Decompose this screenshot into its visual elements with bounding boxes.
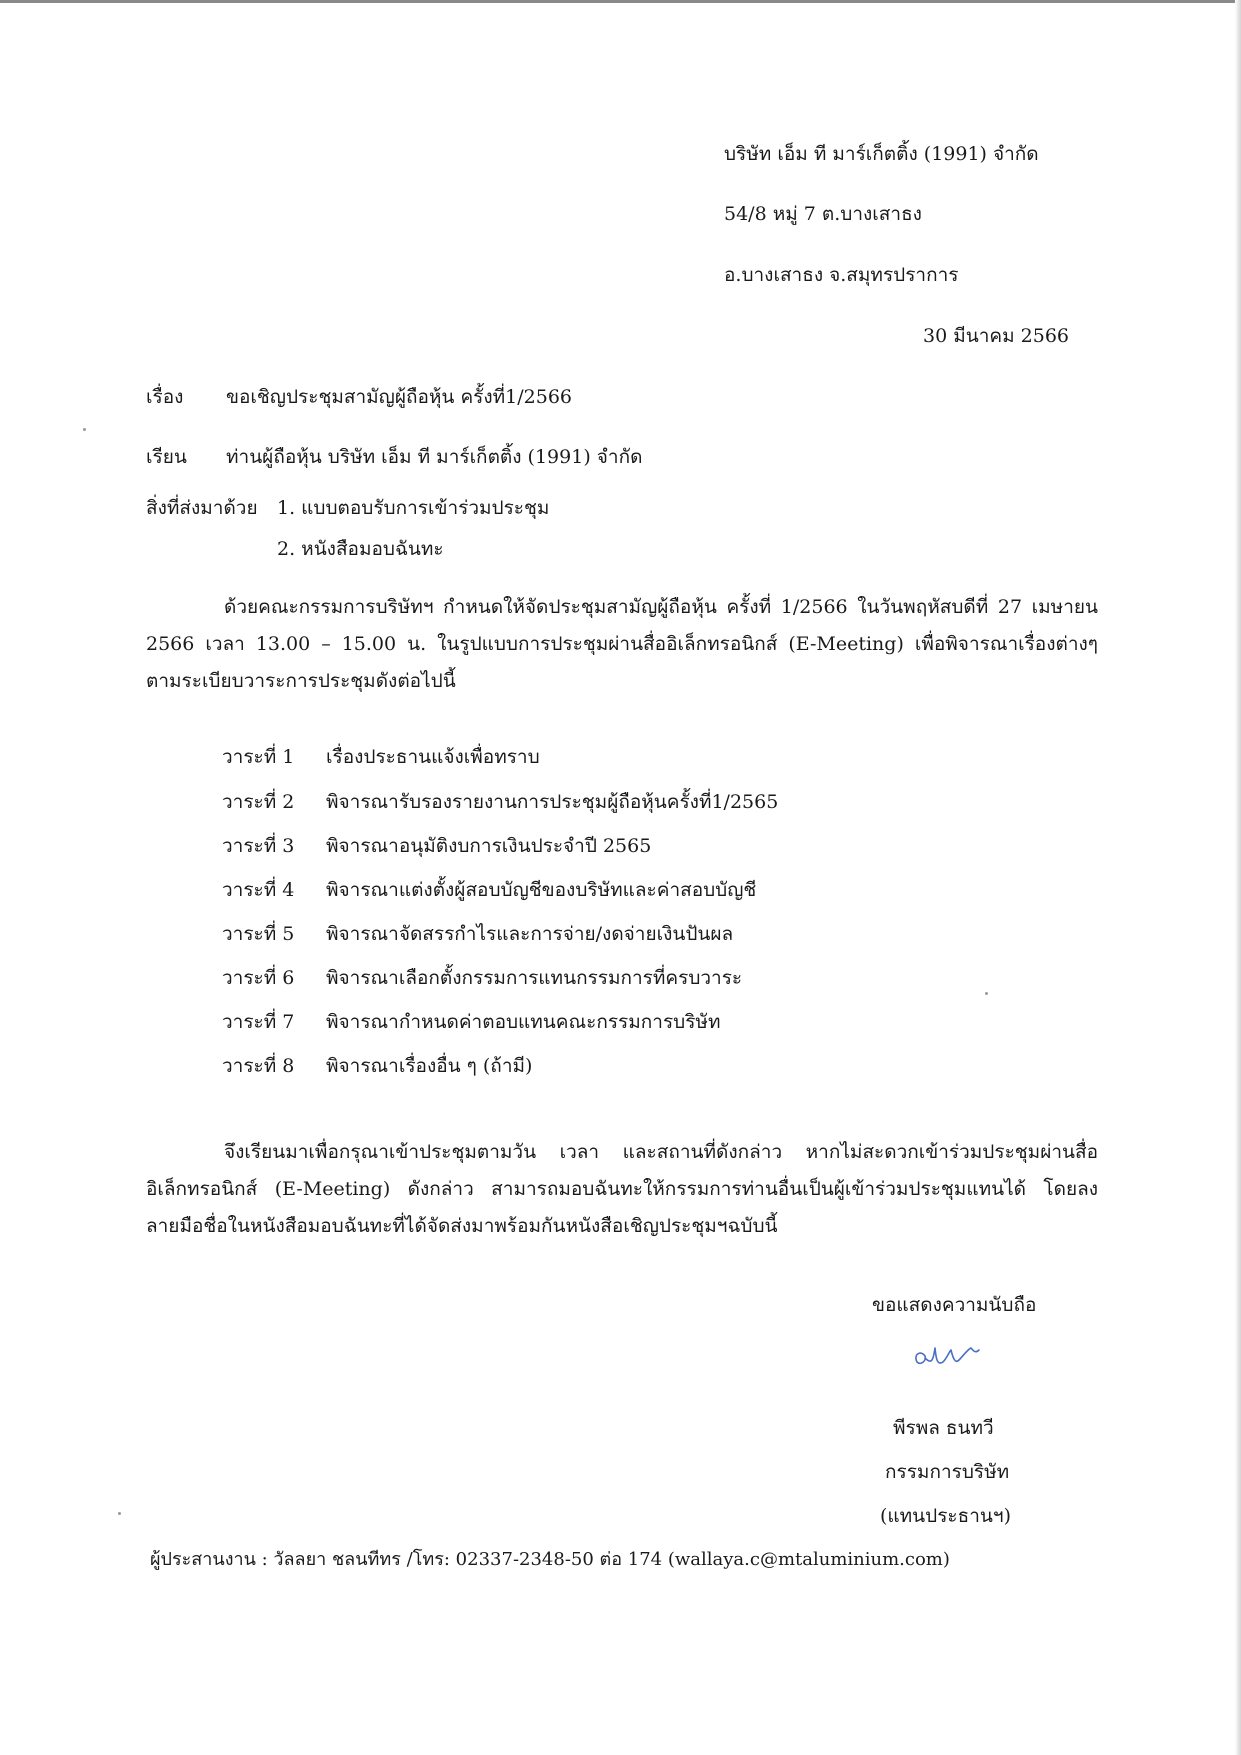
agenda-text: พิจารณาเลือกตั้งกรรมการแทนกรรมการที่ครบวาระ: [326, 967, 743, 989]
agenda-label: วาระที่ 4: [222, 879, 295, 901]
agenda-text: พิจารณาเรื่องอื่น ๆ (ถ้ามี): [326, 1055, 533, 1077]
subject-text: ขอเชิญประชุมสามัญผู้ถือหุ้น ครั้งที่1/2566: [226, 386, 573, 408]
enclosure-item: 1. แบบตอบรับการเข้าร่วมประชุม: [277, 497, 550, 519]
company-address-line1: 54/8 หมู่ 7 ต.บางเสาธง: [724, 203, 922, 225]
agenda-text: พิจารณาจัดสรรกำไรและการจ่าย/งดจ่ายเงินปันผล: [326, 923, 734, 945]
intro-paragraph: [146, 589, 1098, 700]
agenda-label: วาระที่ 6: [222, 967, 295, 989]
recipient-label: เรียน: [146, 446, 187, 468]
scan-speck: [985, 992, 988, 995]
scan-edge-right: [1235, 0, 1241, 1755]
agenda-label: วาระที่ 7: [222, 1011, 295, 1033]
closing-paragraph: [146, 1134, 1098, 1245]
contact-line: ผู้ประสานงาน : วัลลยา ชลนทีทร /โทร: 02337-2348-50 ต่อ 174 (wallaya.c@mtaluminium.com): [150, 1549, 950, 1570]
scan-edge-top: [0, 0, 1241, 3]
signatory-name: พีรพล ธนทวี: [893, 1417, 994, 1439]
agenda-label: วาระที่ 3: [222, 835, 295, 857]
company-address-line2: อ.บางเสาธง จ.สมุทรปราการ: [724, 264, 959, 286]
enclosures-label: สิ่งที่ส่งมาด้วย: [146, 497, 258, 519]
scan-speck: [83, 428, 86, 431]
agenda-text: เรื่องประธานแจ้งเพื่อทราบ: [326, 746, 540, 768]
agenda-label: วาระที่ 2: [222, 791, 295, 813]
agenda-text: พิจารณาอนุมัติงบการเงินประจำปี 2565: [326, 835, 652, 857]
letter-date: 30 มีนาคม 2566: [923, 325, 1070, 347]
agenda-label: วาระที่ 8: [222, 1055, 295, 1077]
signatory-title: กรรมการบริษัท: [885, 1461, 1010, 1483]
agenda-label: วาระที่ 5: [222, 923, 295, 945]
signoff-greeting: ขอแสดงความนับถือ: [872, 1294, 1037, 1316]
agenda-label: วาระที่ 1: [222, 746, 295, 768]
subject-label: เรื่อง: [146, 386, 184, 408]
signatory-on-behalf: (แทนประธานฯ): [880, 1505, 1011, 1527]
intro-paragraph-text: ด้วยคณะกรรมการบริษัทฯ กำหนดให้จัดประชุมสามัญผู้ถือหุ้น ครั้งที่ 1/2566 ในวันพฤหัสบดีที่ 27 เมษายน 2566 เวลา 13.00 – 15.00 น. ในรูปแบบการประชุมผ่านสื่ออิเล็กทรอนิกส์ (E-Meeting) เพื่อพิจารณาเรื่องต่างๆ ตามระเบียบวาระการประชุมดังต่อไปนี้: [146, 596, 1098, 692]
recipient-text: ท่านผู้ถือหุ้น บริษัท เอ็ม ที มาร์เก็ตติ้ง (1991) จำกัด: [226, 446, 643, 468]
closing-paragraph-text: จึงเรียนมาเพื่อกรุณาเข้าประชุมตามวัน เวลา และสถานที่ดังกล่าว หากไม่สะดวกเข้าร่วมประชุมผ่านสื่ออิเล็กทรอนิกส์ (E-Meeting) ดังกล่าว สามารถมอบฉันทะให้กรรมการท่านอื่นเป็นผู้เข้าร่วมประชุมแทนได้ โดยลงลายมือชื่อในหนังสือมอบฉันทะที่ได้จัดส่งมาพร้อมกันหนังสือเชิญประชุมฯฉบับนี้: [146, 1141, 1098, 1237]
signature-scribble: [905, 1328, 995, 1378]
agenda-text: พิจารณารับรองรายงานการประชุมผู้ถือหุ้นครั้งที่1/2565: [326, 791, 779, 813]
agenda-text: พิจารณาแต่งตั้งผู้สอบบัญชีของบริษัทและค่าสอบบัญชี: [326, 879, 757, 901]
company-name: บริษัท เอ็ม ที มาร์เก็ตติ้ง (1991) จำกัด: [724, 143, 1039, 165]
scan-speck: [118, 1512, 121, 1515]
agenda-text: พิจารณากำหนดค่าตอบแทนคณะกรรมการบริษัท: [326, 1011, 721, 1033]
enclosure-item: 2. หนังสือมอบฉันทะ: [277, 538, 444, 560]
